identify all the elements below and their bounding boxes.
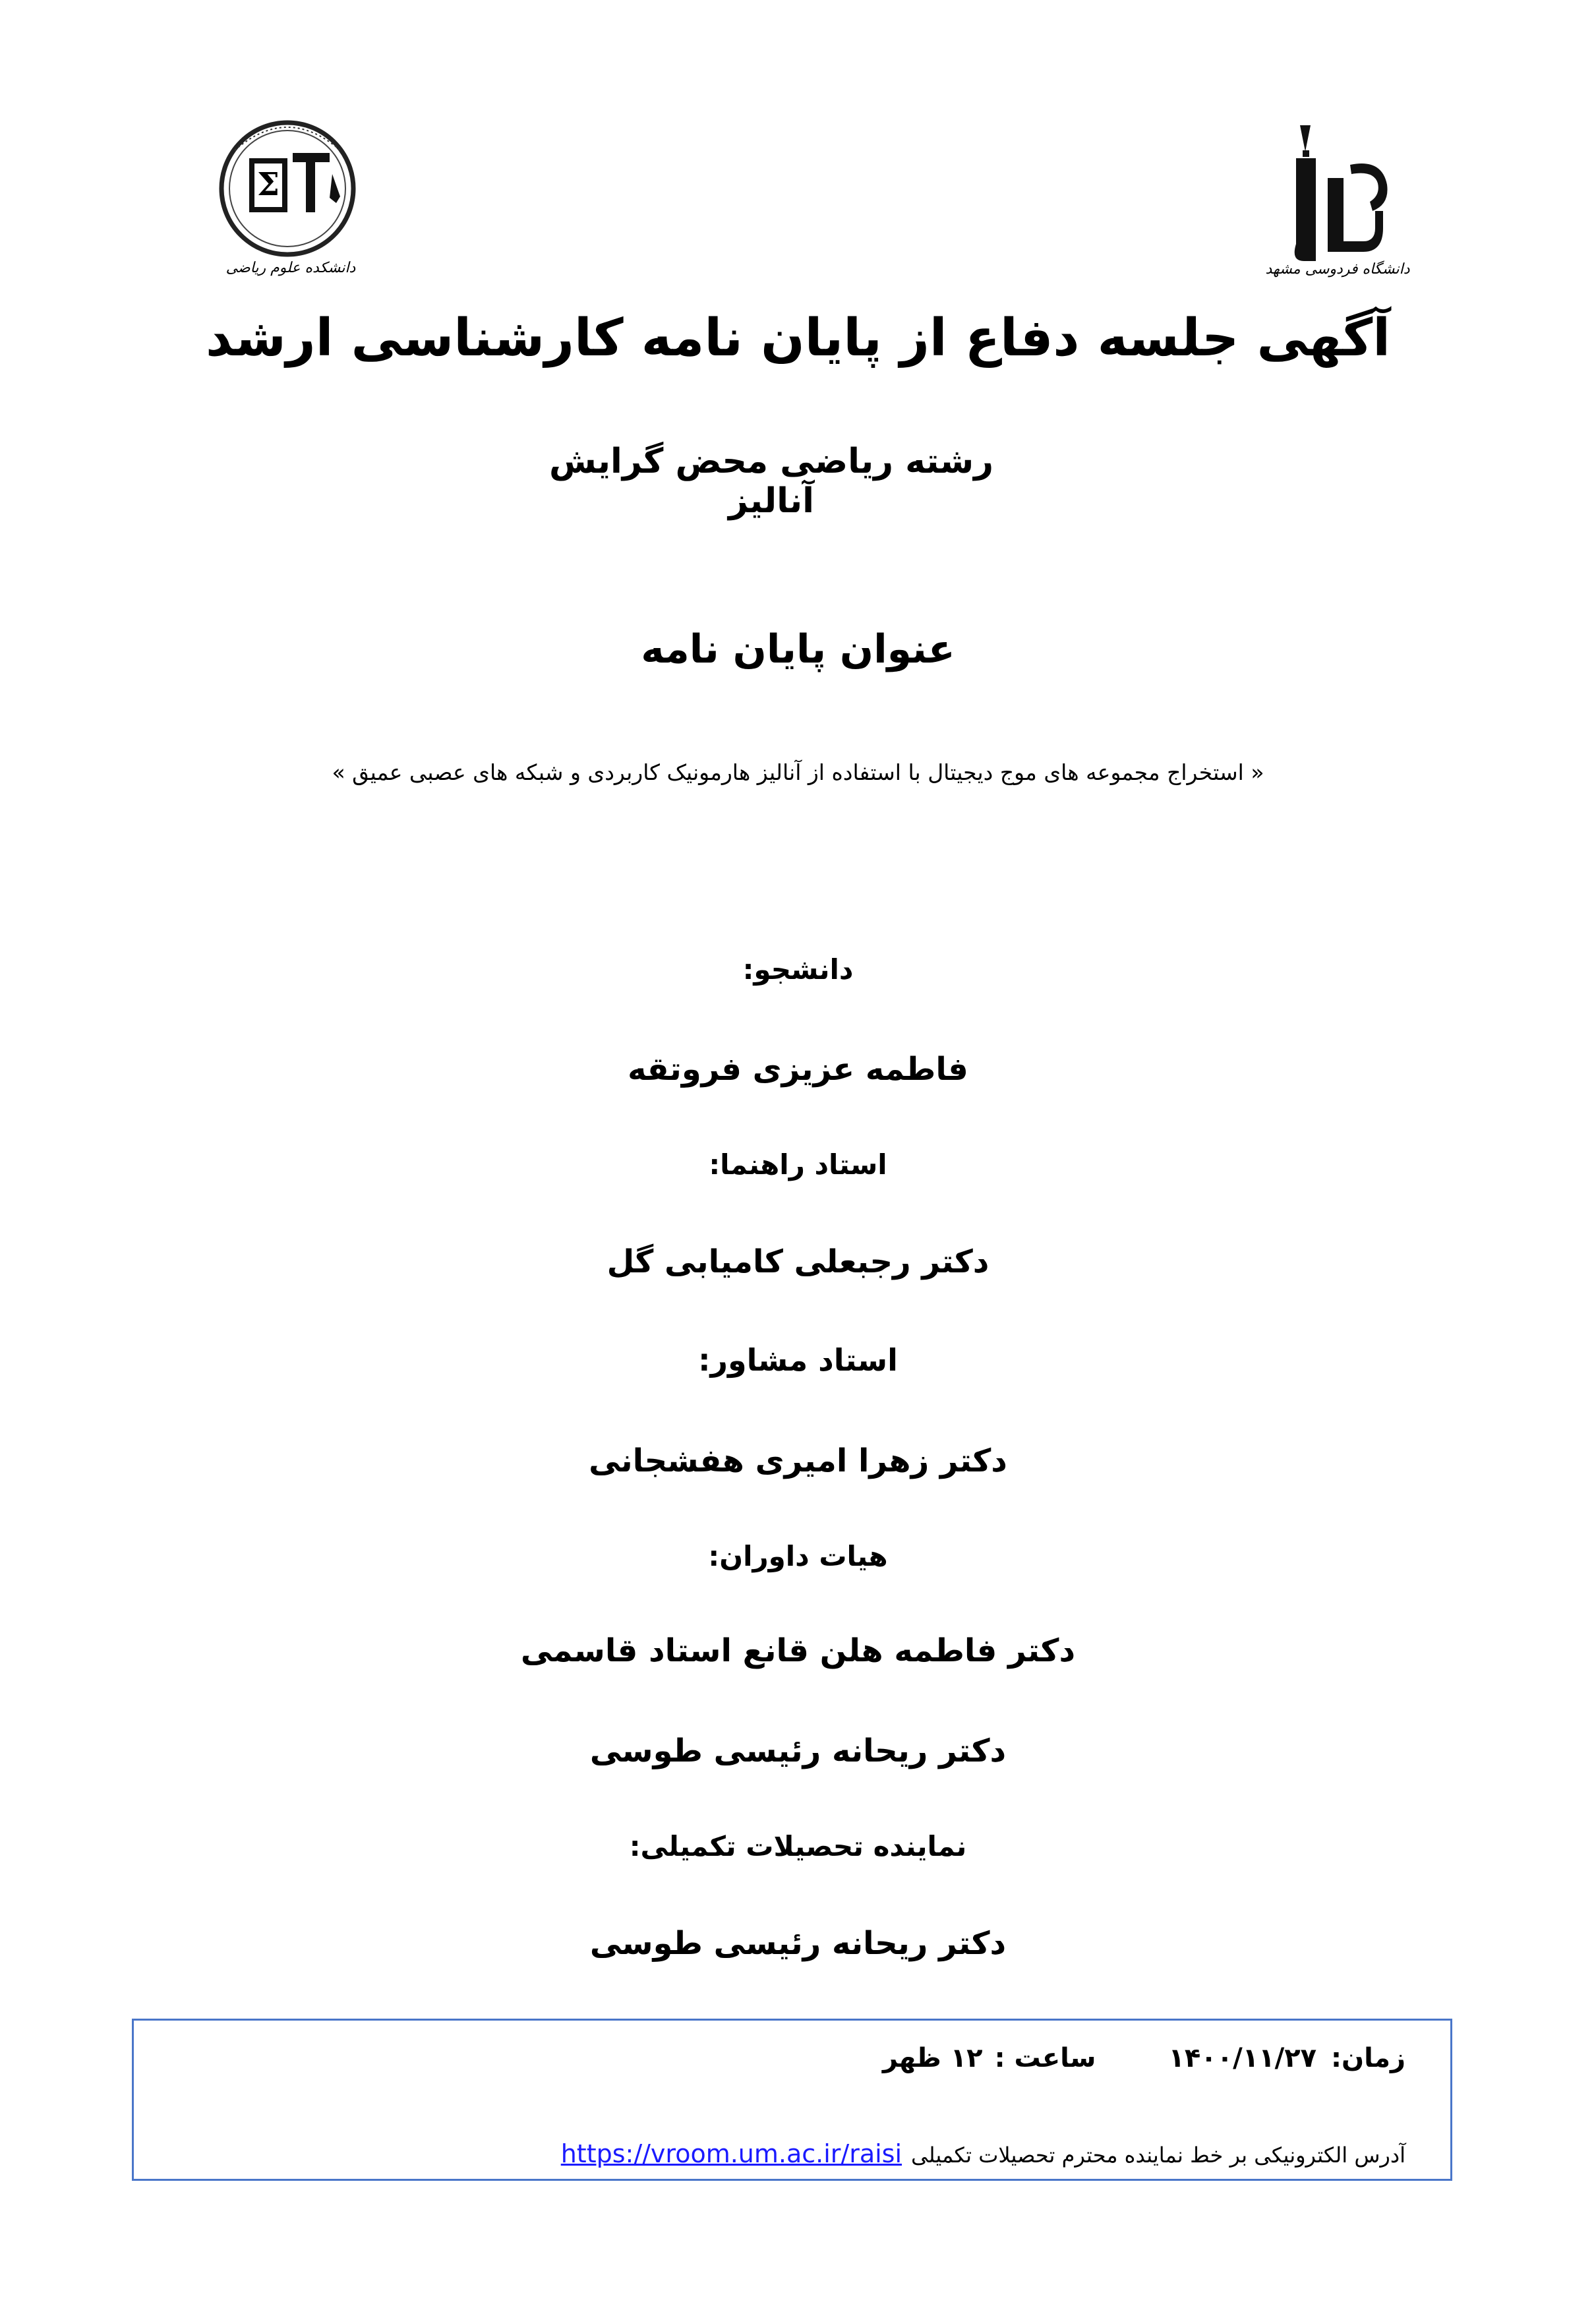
date-label: زمان: xyxy=(1331,2043,1405,2073)
page-subtitle: رشته ریاضی محض گرایش آنالیز xyxy=(548,442,994,521)
referee-2-name: دکتر ریحانه رئیسی طوسی xyxy=(589,1733,1007,1769)
student-name: فاطمه عزیزی فروتقه xyxy=(628,1051,968,1088)
address-link[interactable]: https://vroom.um.ac.ir/raisi xyxy=(560,2139,902,2168)
faculty-logo xyxy=(208,111,376,289)
address-label: آدرس الکترونیکی بر خط نماینده محترم تحصیلات تکمیلی xyxy=(911,2143,1405,2168)
schedule-time-row xyxy=(883,2043,1405,2073)
thesis-heading: عنوان پایان نامه xyxy=(641,626,955,672)
schedule-box xyxy=(132,2019,1452,2181)
advisor-name: دکتر رجبعلی کامیابی گل xyxy=(606,1243,990,1280)
advisor-label: استاد راهنما: xyxy=(709,1148,887,1181)
time-value: ۱۲ ظهر xyxy=(882,2043,983,2073)
address-row xyxy=(561,2139,1405,2168)
referees-label: هیات داوران: xyxy=(708,1540,888,1572)
time-label: ساعت : xyxy=(994,2043,1096,2073)
university-logo-caption: دانشگاه فردوسی مشهد xyxy=(1265,261,1410,278)
svg-text:Σ: Σ xyxy=(257,166,280,203)
university-logo xyxy=(1264,112,1411,291)
page-title: آگهی جلسه دفاع از پایان نامه کارشناسی ارشد xyxy=(206,309,1390,368)
referee-1-name: دکتر فاطمه هلن قانع استاد قاسمی xyxy=(520,1632,1076,1669)
consultant-label: استاد مشاور: xyxy=(698,1342,898,1378)
representative-label: نماینده تحصیلات تکمیلی: xyxy=(629,1830,967,1862)
consultant-name: دکتر زهرا امیری هفشجانی xyxy=(589,1442,1007,1479)
thesis-title: « استخراج مجموعه های موج دیجیتال با استفاده از آنالیز هارمونیک کاربردی و شبکه های عصبی عمیق » xyxy=(332,759,1264,785)
representative-name: دکتر ریحانه رئیسی طوسی xyxy=(589,1925,1007,1962)
date-value: ۱۴۰۰/۱۱/۲۷ xyxy=(1168,2043,1317,2073)
faculty-logo-caption: دانشکده علوم ریاضی xyxy=(225,260,356,276)
student-label: دانشجو: xyxy=(742,953,854,986)
